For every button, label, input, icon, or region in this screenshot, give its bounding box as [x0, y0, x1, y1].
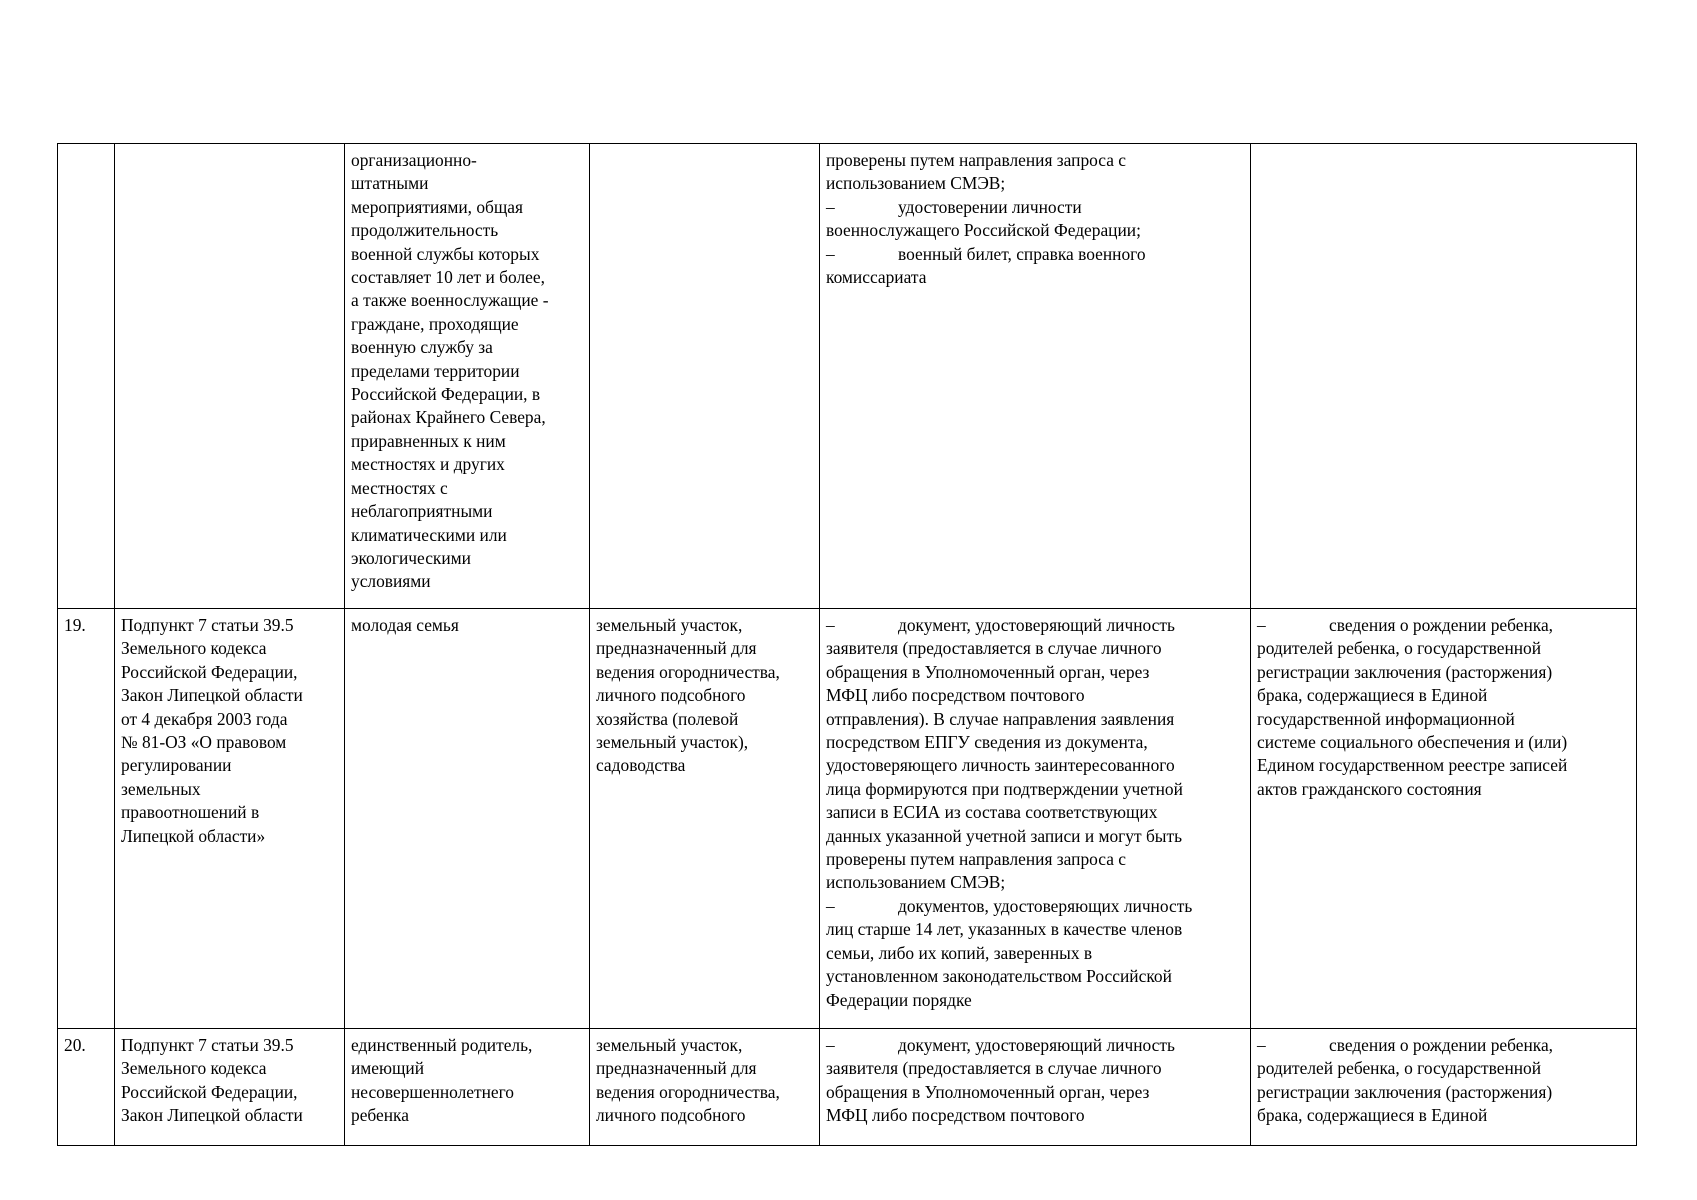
document-item: – документов, удостоверяющих личность лиц старше 14 лет, указанных в качестве членов семьи, либо их копий, заверенных в установленном законодательством Российской Федерации порядке — [826, 895, 1193, 1010]
applicant-category-cell: молодая семья — [345, 609, 590, 1029]
dash-marker: – — [1257, 615, 1266, 635]
document-item: – военный билет, справка военного комиссариата — [826, 243, 1146, 288]
row-number-cell: 19. — [58, 609, 115, 1029]
land-plot-cell: земельный участок, предназначенный для ведения огородничества, личного подсобного хозяйства (полевой земельный участок), садоводства — [590, 609, 820, 1029]
land-plot-cell — [590, 144, 820, 609]
info-item: – сведения о рождении ребенка, родителей ребенка, о государственной регистрации заключения (расторжения) брака, содержащиеся в Единой государственной информационной системе социального обеспечения и (или) Едином государственном реестре записей актов гражданского состояния — [1257, 615, 1568, 799]
required-documents-cell — [820, 1029, 1251, 1146]
applicant-category-cell: единственный родитель, имеющий несовершеннолетнего ребенка — [345, 1029, 590, 1146]
document-item: – удостоверении личности военнослужащего Российской Федерации; — [826, 196, 1141, 241]
dash-marker: – — [1257, 1035, 1266, 1055]
table-row — [58, 609, 1637, 1029]
land-plot-table — [57, 143, 1637, 1146]
row-number-cell — [58, 144, 115, 609]
legal-basis-cell — [115, 144, 345, 609]
table-row — [58, 144, 1637, 609]
required-documents-cell — [820, 609, 1251, 1029]
documents-continuation: проверены путем направления запроса с использованием СМЭВ; — [826, 150, 1127, 194]
dash-marker: – — [826, 196, 835, 217]
dash-marker: – — [826, 243, 835, 264]
document-item: – документ, удостоверяющий личность заявителя (предоставляется в случае личного обращения в Уполномоченный орган, через МФЦ либо посредством почтового — [826, 1035, 1175, 1126]
legal-basis-cell: Подпункт 7 статьи 39.5 Земельного кодекса Российской Федерации, Закон Липецкой области — [115, 1029, 345, 1146]
required-documents-cell — [820, 144, 1251, 609]
applicant-category-cell: организационно- штатными мероприятиями, общая продолжительность военной службы которых составляет 10 лет и более, а также военнослужащие - граждане, проходящие военную службу за пределами территории Российской Федерации, в районах Крайнего Севера, приравненных к ним местностях и других местностях с неблагоприятными климатическими или экологическими условиями — [345, 144, 590, 609]
table-row — [58, 1029, 1637, 1146]
dash-marker: – — [826, 615, 835, 635]
interagency-info-cell — [1251, 144, 1637, 609]
land-plot-cell: земельный участок, предназначенный для ведения огородничества, личного подсобного — [590, 1029, 820, 1146]
interagency-info-cell — [1251, 1029, 1637, 1146]
info-item: – сведения о рождении ребенка, родителей ребенка, о государственной регистрации заключения (расторжения) брака, содержащиеся в Единой — [1257, 1035, 1554, 1126]
dash-marker: – — [826, 1035, 835, 1055]
document-item: – документ, удостоверяющий личность заявителя (предоставляется в случае личного обращения в Уполномоченный орган, через МФЦ либо посредством почтового отправления). В случае направления заявления посредством ЕПГУ сведения из документа, удостоверяющего личность заинтересованного лица формируются при подтверждении учетной записи в ЕСИА из состава соответствующих данных указанной учетной записи и могут быть проверены путем направления запроса с использованием СМЭВ; — [826, 615, 1183, 893]
row-number-cell: 20. — [58, 1029, 115, 1146]
interagency-info-cell — [1251, 609, 1637, 1029]
dash-marker: – — [826, 895, 835, 916]
legal-basis-cell: Подпункт 7 статьи 39.5 Земельного кодекса Российской Федерации, Закон Липецкой области от 4 декабря 2003 года № 81-ОЗ «О правовом регулировании земельных правоотношений в Липецкой области» — [115, 609, 345, 1029]
